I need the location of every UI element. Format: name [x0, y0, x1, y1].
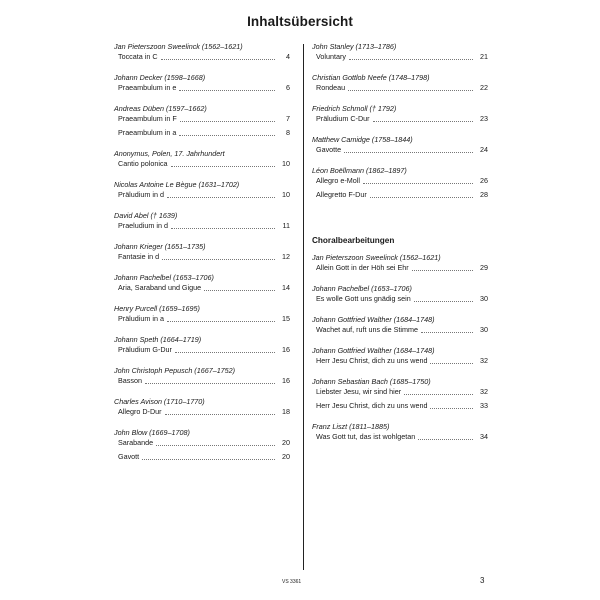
page-title: Inhaltsübersicht: [247, 14, 353, 29]
piece-title: Präludium in a: [118, 314, 164, 323]
piece-row: [114, 52, 290, 62]
composer-name: Johann Speth (1664–1719): [114, 335, 202, 344]
piece-title: Allegretto F-Dur: [316, 190, 367, 199]
piece-title: Herr Jesu Christ, dich zu uns wend: [316, 356, 428, 365]
page-ref: 24: [480, 145, 488, 154]
piece-row: [114, 159, 290, 169]
choral-section-heading: Choralbearbeitungen: [312, 236, 395, 245]
page-number: 3: [480, 576, 485, 585]
toc-entry: [114, 149, 290, 169]
piece-row: [312, 432, 488, 442]
piece-title: Allein Gott in der Höh sei Ehr: [316, 263, 409, 272]
piece-row: [114, 407, 290, 417]
dot-leader: [204, 290, 275, 291]
piece-row: [114, 83, 290, 93]
piece-title: Toccata in C: [118, 52, 158, 61]
dot-leader: [167, 321, 275, 322]
page-ref: 10: [282, 159, 290, 168]
piece-title: Basson: [118, 376, 142, 385]
page-ref: 7: [286, 114, 290, 123]
composer-name: John Blow (1669–1708): [114, 428, 190, 437]
page-ref: 30: [480, 294, 488, 303]
piece-title: Voluntary: [316, 52, 346, 61]
page-ref: 16: [282, 345, 290, 354]
toc-entry: [114, 211, 290, 231]
piece-title: Aria, Saraband und Gigue: [118, 283, 202, 292]
dot-leader: [418, 439, 473, 440]
toc-entry: [114, 104, 290, 138]
piece-title: Praeludium in d: [118, 221, 168, 230]
composer-name: Johann Pachelbel (1653–1706): [114, 273, 214, 282]
page-ref: 6: [286, 83, 290, 92]
piece-title: Herr Jesu Christ, dich zu uns wend: [316, 401, 428, 410]
composer-name: Johann Gottfried Walther (1684–1748): [312, 315, 435, 324]
composer-name: Jan Pieterszoon Sweelinck (1562–1621): [312, 253, 441, 262]
piece-row: [312, 190, 488, 200]
composer-name: Andreas Düben (1597–1662): [114, 104, 207, 113]
page-ref: 21: [480, 52, 488, 61]
composer-name: Friedrich Schmoll († 1792): [312, 104, 397, 113]
piece-title: Präludium C-Dur: [316, 114, 370, 123]
dot-leader: [179, 135, 275, 136]
composer-name: David Abel († 1639): [114, 211, 178, 220]
composer-name: John Stanley (1713–1786): [312, 42, 397, 51]
page-ref: 30: [480, 325, 488, 334]
piece-row: [114, 221, 290, 231]
dot-leader: [145, 383, 275, 384]
page-ref: 32: [480, 356, 488, 365]
composer-name: Johann Pachelbel (1653–1706): [312, 284, 412, 293]
piece-row: [312, 114, 488, 124]
piece-title: Fantasie in d: [118, 252, 160, 261]
toc-left-column: [114, 42, 290, 473]
piece-row: [114, 252, 290, 262]
piece-row: [114, 114, 290, 124]
piece-title: Liebster Jesu, wir sind hier: [316, 387, 402, 396]
dot-leader: [167, 197, 275, 198]
dot-leader: [156, 445, 275, 446]
toc-entry: [114, 73, 290, 93]
composer-name: Franz Liszt (1811–1885): [312, 422, 390, 431]
piece-row: [114, 452, 290, 462]
toc-entry: [312, 315, 488, 335]
page-ref: 16: [282, 376, 290, 385]
toc-entry: [114, 335, 290, 355]
page-ref: 10: [282, 190, 290, 199]
composer-name: John Christoph Pepusch (1667–1752): [114, 366, 236, 375]
piece-row: [114, 438, 290, 448]
dot-leader: [349, 59, 473, 60]
piece-row: [312, 83, 488, 93]
toc-entry: [114, 397, 290, 417]
dot-leader: [180, 121, 275, 122]
toc-entry: [312, 73, 488, 93]
toc-entry: [312, 104, 488, 124]
dot-leader: [348, 90, 473, 91]
dot-leader: [171, 166, 275, 167]
page-ref: 32: [480, 387, 488, 396]
composer-name: Matthew Camidge (1758–1844): [312, 135, 413, 144]
page-ref: 20: [282, 438, 290, 447]
composer-name: Nicolas Antoine Le Bègue (1631–1702): [114, 180, 240, 189]
piece-title: Wachet auf, ruft uns die Stimme: [316, 325, 418, 334]
page-ref: 29: [480, 263, 488, 272]
dot-leader: [162, 259, 275, 260]
composer-name: Léon Boëllmann (1862–1897): [312, 166, 407, 175]
page-ref: 18: [282, 407, 290, 416]
page-ref: 12: [282, 252, 290, 261]
piece-title: Was Gott tut, das ist wohlgetan: [316, 432, 416, 441]
composer-name: Johann Krieger (1651–1735): [114, 242, 206, 251]
dot-leader: [430, 408, 473, 409]
piece-row: [114, 345, 290, 355]
toc-entry: [114, 428, 290, 462]
piece-title: Es wolle Gott uns gnädig sein: [316, 294, 411, 303]
dot-leader: [171, 228, 275, 229]
composer-name: Johann Gottfried Walther (1684–1748): [312, 346, 435, 355]
composer-name: Anonymus, Polen, 17. Jahrhundert: [114, 149, 225, 158]
piece-title: Praeambulum in F: [118, 114, 177, 123]
piece-title: Praeambulum in a: [118, 128, 177, 137]
piece-row: [312, 294, 488, 304]
piece-row: [114, 376, 290, 386]
dot-leader: [142, 459, 275, 460]
piece-title: Präludium in d: [118, 190, 164, 199]
composer-name: Christian Gottlob Neefe (1748–1798): [312, 73, 430, 82]
dot-leader: [179, 90, 275, 91]
piece-title: Cantio polonica: [118, 159, 168, 168]
page-ref: 28: [480, 190, 488, 199]
dot-leader: [161, 59, 275, 60]
piece-title: Gavotte: [316, 145, 342, 154]
dot-leader: [404, 394, 473, 395]
page-ref: 4: [286, 52, 290, 61]
dot-leader: [344, 152, 473, 153]
page-ref: 20: [282, 452, 290, 461]
toc-entry: [114, 304, 290, 324]
page-ref: 26: [480, 176, 488, 185]
footer-code: VS 3361: [282, 579, 302, 585]
page-ref: 15: [282, 314, 290, 323]
page-ref: 22: [480, 83, 488, 92]
piece-row: [114, 283, 290, 293]
piece-title: Präludium G-Dur: [118, 345, 172, 354]
piece-row: [114, 314, 290, 324]
piece-title: Praeambulum in e: [118, 83, 177, 92]
toc-right-column: [312, 42, 488, 453]
dot-leader: [414, 301, 473, 302]
piece-row: [312, 176, 488, 186]
dot-leader: [373, 121, 473, 122]
piece-row: [312, 401, 488, 411]
toc-entry: [114, 180, 290, 200]
composer-name: Henry Purcell (1659–1695): [114, 304, 200, 313]
toc-entry: [114, 273, 290, 293]
piece-row: [312, 356, 488, 366]
toc-entry: [114, 242, 290, 262]
dot-leader: [370, 197, 473, 198]
piece-title: Gavott: [118, 452, 140, 461]
composer-name: Charles Avison (1710–1770): [114, 397, 205, 406]
piece-title: Sarabande: [118, 438, 154, 447]
piece-row: [312, 145, 488, 155]
toc-entry: [312, 166, 488, 200]
piece-title: Allegro D-Dur: [118, 407, 162, 416]
toc-entry: [312, 135, 488, 155]
piece-title: Rondeau: [316, 83, 346, 92]
toc-entry: [312, 422, 488, 442]
page-ref: 34: [480, 432, 488, 441]
dot-leader: [175, 352, 275, 353]
page-ref: 8: [286, 128, 290, 137]
dot-leader: [412, 270, 473, 271]
dot-leader: [363, 183, 473, 184]
page-ref: 14: [282, 283, 290, 292]
toc-entry: [312, 284, 488, 304]
composer-name: Johann Decker (1598–1668): [114, 73, 206, 82]
toc-entry: [312, 253, 488, 273]
piece-row: [312, 387, 488, 397]
dot-leader: [421, 332, 473, 333]
dot-leader: [165, 414, 275, 415]
piece-row: [114, 190, 290, 200]
piece-row: [312, 52, 488, 62]
piece-row: [312, 325, 488, 335]
toc-entry: [312, 377, 488, 411]
toc-entry: [312, 346, 488, 366]
toc-entry: [114, 366, 290, 386]
page-ref: 33: [480, 401, 488, 410]
page-ref: 11: [282, 221, 290, 230]
composer-name: Jan Pieterszoon Sweelinck (1562–1621): [114, 42, 243, 51]
piece-row: [114, 128, 290, 138]
toc-entry: [312, 42, 488, 62]
toc-entry: [114, 42, 290, 62]
piece-title: Allegro e-Moll: [316, 176, 360, 185]
page-ref: 23: [480, 114, 488, 123]
composer-name: Johann Sebastian Bach (1685–1750): [312, 377, 431, 386]
column-divider: [303, 44, 304, 570]
piece-row: [312, 263, 488, 273]
dot-leader: [430, 363, 473, 364]
